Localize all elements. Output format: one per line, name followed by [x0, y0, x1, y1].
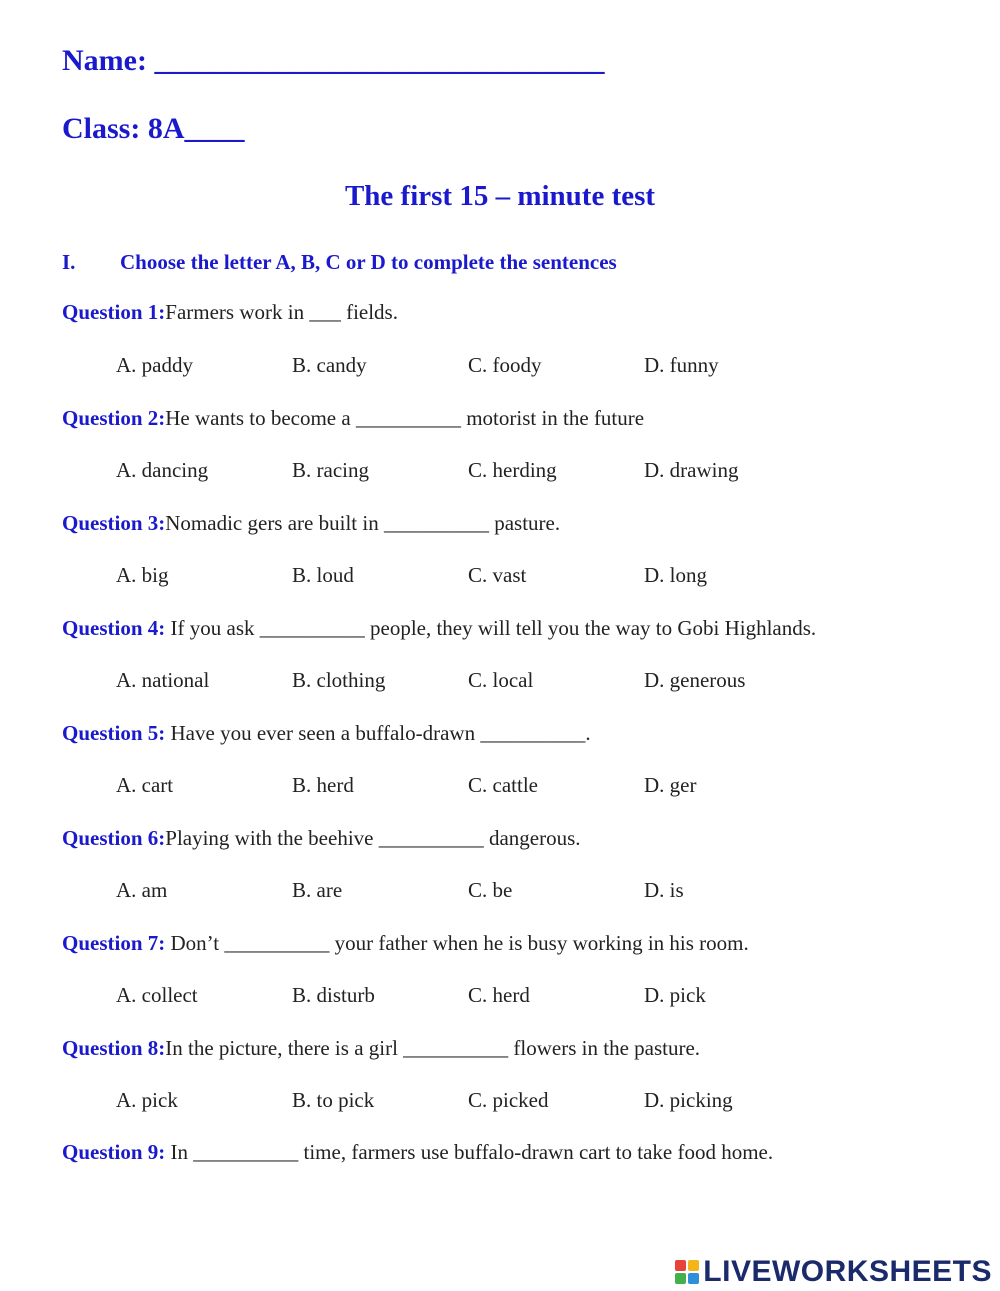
q8-option-a[interactable]: A. pick	[116, 1088, 178, 1112]
q6-option-d[interactable]: D. is	[644, 878, 684, 902]
question-2	[62, 406, 644, 431]
q8-option-c[interactable]: C. picked	[468, 1088, 549, 1112]
class-field[interactable]: Class: 8A____	[62, 112, 245, 145]
question-1	[62, 300, 398, 325]
question-3	[62, 511, 560, 536]
logo-square-red	[675, 1260, 686, 1271]
logo-square-green	[675, 1273, 686, 1284]
name-field[interactable]: Name: ______________________________	[62, 44, 605, 77]
q4-option-c[interactable]: C. local	[468, 668, 534, 692]
question-8	[62, 1036, 700, 1061]
q4-option-a[interactable]: A. national	[116, 668, 210, 692]
q6-option-b[interactable]: B. are	[292, 878, 343, 902]
q4-option-d[interactable]: D. generous	[644, 668, 746, 692]
question-text: He wants to become a __________ motorist in the future	[165, 406, 645, 430]
question-6	[62, 826, 581, 851]
q1-option-a[interactable]: A. paddy	[116, 353, 193, 377]
q5-option-b[interactable]: B. herd	[292, 773, 354, 797]
section-heading	[62, 250, 617, 275]
q3-option-b[interactable]: B. loud	[292, 563, 354, 587]
question-text: Nomadic gers are built in __________ pasture.	[165, 511, 561, 535]
q4-option-b[interactable]: B. clothing	[292, 668, 386, 692]
q3-option-a[interactable]: A. big	[116, 563, 169, 587]
question-label: Question 4:	[62, 616, 166, 640]
q1-option-b[interactable]: B. candy	[292, 353, 367, 377]
question-label: Question 6:	[62, 826, 166, 850]
question-text: In __________ time, farmers use buffalo-drawn cart to take food home.	[165, 1140, 774, 1164]
question-9	[62, 1140, 773, 1165]
q6-option-a[interactable]: A. am	[116, 878, 168, 902]
liveworksheets-logo	[675, 1255, 992, 1289]
question-7	[62, 931, 749, 956]
q1-option-d[interactable]: D. funny	[644, 353, 719, 377]
section-number: I.	[62, 250, 76, 274]
question-text: Don’t __________ your father when he is busy working in his room.	[165, 931, 749, 955]
q2-option-b[interactable]: B. racing	[292, 458, 369, 482]
q3-option-d[interactable]: D. long	[644, 563, 707, 587]
question-label: Question 8:	[62, 1036, 166, 1060]
question-text: In the picture, there is a girl __________ flowers in the pasture.	[165, 1036, 701, 1060]
question-text: Farmers work in ___ fields.	[165, 300, 398, 324]
q8-option-b[interactable]: B. to pick	[292, 1088, 375, 1112]
q7-option-a[interactable]: A. collect	[116, 983, 198, 1007]
question-label: Question 1:	[62, 300, 166, 324]
q7-option-d[interactable]: D. pick	[644, 983, 706, 1007]
q5-option-a[interactable]: A. cart	[116, 773, 174, 797]
logo-text: LIVEWORKSHEETS	[703, 1255, 992, 1288]
question-label: Question 7:	[62, 931, 166, 955]
question-4	[62, 616, 816, 641]
q2-option-d[interactable]: D. drawing	[644, 458, 739, 482]
question-label: Question 2:	[62, 406, 166, 430]
q1-option-c[interactable]: C. foody	[468, 353, 542, 377]
q5-option-c[interactable]: C. cattle	[468, 773, 538, 797]
question-text: Have you ever seen a buffalo-drawn __________.	[165, 721, 591, 745]
q6-option-c[interactable]: C. be	[468, 878, 513, 902]
section-instruction: Choose the letter A, B, C or D to complete the sentences	[120, 250, 617, 274]
question-5	[62, 721, 591, 746]
logo-grid-icon	[675, 1260, 699, 1284]
question-label: Question 5:	[62, 721, 166, 745]
q5-option-d[interactable]: D. ger	[644, 773, 697, 797]
page-title: The first 15 – minute test	[344, 180, 656, 212]
q2-option-a[interactable]: A. dancing	[116, 458, 209, 482]
q8-option-d[interactable]: D. picking	[644, 1088, 733, 1112]
q7-option-c[interactable]: C. herd	[468, 983, 530, 1007]
q3-option-c[interactable]: C. vast	[468, 563, 527, 587]
question-text: If you ask __________ people, they will tell you the way to Gobi Highlands.	[165, 616, 817, 640]
question-text: Playing with the beehive __________ dangerous.	[165, 826, 581, 850]
logo-square-yellow	[688, 1260, 699, 1271]
q7-option-b[interactable]: B. disturb	[292, 983, 375, 1007]
question-label: Question 9:	[62, 1140, 166, 1164]
q2-option-c[interactable]: C. herding	[468, 458, 557, 482]
question-label: Question 3:	[62, 511, 166, 535]
logo-square-blue	[688, 1273, 699, 1284]
